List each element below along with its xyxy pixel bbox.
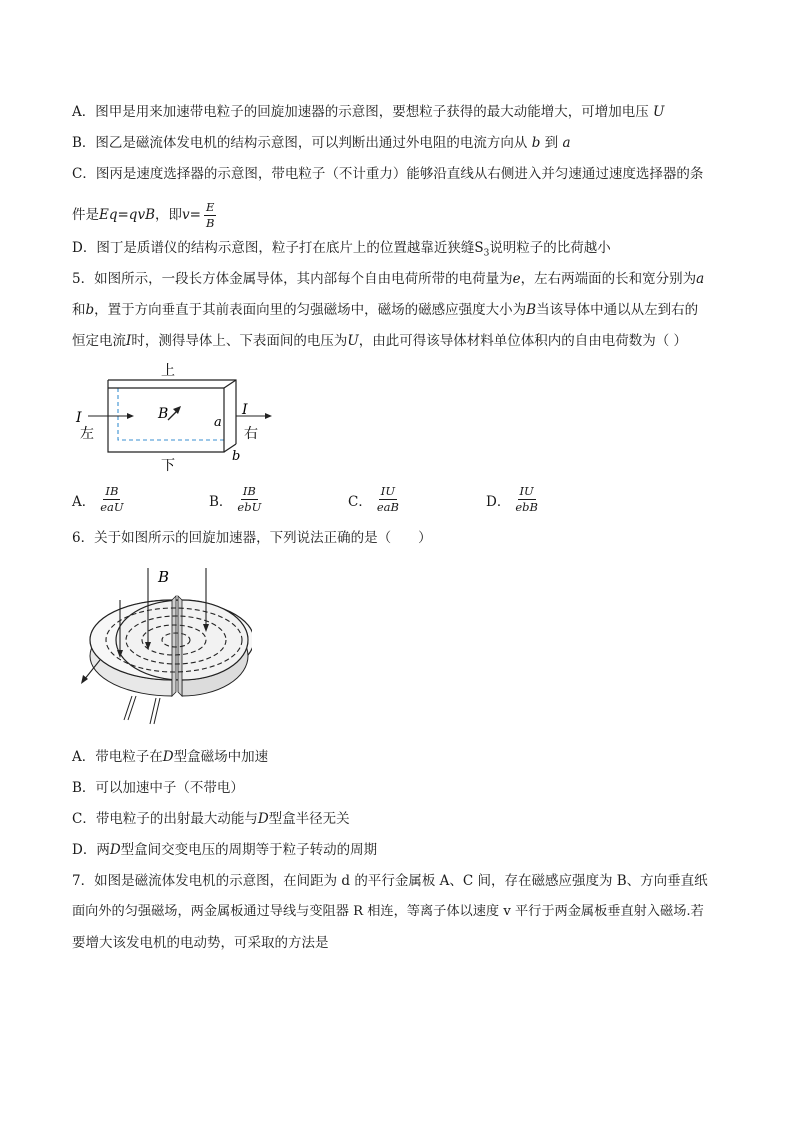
option-label: C． xyxy=(348,493,372,510)
q5-text: 5．如图所示，一段长方体金属导体，其内部每个自由电荷所带的电荷量为 xyxy=(72,271,513,287)
q7-stem-line1 xyxy=(72,871,708,891)
fraction-denominator: ebU xyxy=(237,500,262,514)
q5-text: 时，测得导体上、下表面间的电压为 xyxy=(131,333,348,349)
label-b-field: B xyxy=(158,406,169,422)
q4-option-c-line2 xyxy=(72,198,219,232)
q5-text: 和 xyxy=(72,302,86,318)
q6-option-b xyxy=(72,778,244,798)
q7-stem-line3 xyxy=(72,933,329,953)
q4-option-c-mid: ，即 xyxy=(155,207,182,223)
label-current-left: I xyxy=(76,410,82,426)
q7-stem-line2 xyxy=(72,902,704,922)
q4-option-c-text: C．图丙是速度选择器的示意图，带电粒子（不计重力）能够沿直线从右侧进入并匀速通过速度选择器的条 xyxy=(72,166,704,182)
q5-option-c xyxy=(348,485,404,514)
q5-stem-line2 xyxy=(72,300,698,320)
q5-conductor-figure xyxy=(72,360,282,475)
q5-option-b xyxy=(209,485,266,514)
block-back-edges xyxy=(108,380,236,444)
q5-stem-line1 xyxy=(72,269,704,289)
q4-option-b xyxy=(72,133,571,153)
q5-text: 恒定电流 xyxy=(72,333,126,349)
label-b: b xyxy=(232,449,241,464)
q4-option-b-mid: 到 xyxy=(544,135,559,151)
q4-option-c-line1 xyxy=(72,164,703,184)
q4-option-b-to: a xyxy=(562,135,571,151)
q6-stem xyxy=(72,528,432,548)
terminal-wire xyxy=(128,696,136,720)
q6-option-d xyxy=(72,840,377,860)
label-top: 上 xyxy=(161,363,175,379)
q5-var-I: I xyxy=(126,333,132,349)
q4-option-d-post: 说明粒子的比荷越小 xyxy=(489,240,611,256)
q5-var-a: a xyxy=(696,271,705,287)
q5-text: ，由此可得该导体材料单位体积内的自由电荷数为（ ） xyxy=(358,333,688,349)
q4-option-b-text: B．图乙是磁流体发电机的结构示意图，可以判断出通过外电阻的电流方向从 xyxy=(72,135,528,151)
q6-text: D．两 xyxy=(72,842,110,858)
option-label: A． xyxy=(72,493,96,510)
fraction-numerator: IB xyxy=(242,484,256,498)
q6-text: A．带电粒子在 xyxy=(72,749,163,765)
q4-option-c-cond-label: 件是 xyxy=(72,207,99,223)
q4-option-b-from: b xyxy=(531,135,541,151)
q6-var-D: D xyxy=(109,842,121,858)
arrow-head-icon xyxy=(265,413,272,419)
arrow-head-icon xyxy=(127,413,134,419)
q6-cyclotron-figure xyxy=(72,560,252,740)
q7-text: 7．如图是磁流体发电机的示意图，在间距为 d 的平行金属板 A、C 间，存在磁感应强度为 B、方向垂直纸 xyxy=(72,873,708,889)
q4-option-a-var: U xyxy=(653,104,665,120)
fraction-numerator: E xyxy=(205,200,215,214)
label-left: 左 xyxy=(80,426,94,442)
q4-option-d-slit-sub: 3 xyxy=(483,248,490,259)
q6-var-D: D xyxy=(257,811,269,827)
q4-option-a-text: A．图甲是用来加速带电粒子的回旋加速器的示意图，要想粒子获得的最大动能增大，可增加电压 xyxy=(72,104,649,120)
label-right: 右 xyxy=(244,426,258,442)
fraction-numerator: IB xyxy=(105,484,119,498)
q7-text: 面向外的匀强磁场，两金属板通过导线与变阻器 R 相连，等离子体以速度 v 平行于两金属板垂直射入磁场.若 xyxy=(72,904,704,919)
q6-var-D: D xyxy=(162,749,174,765)
terminal-wire xyxy=(124,696,132,720)
label-b-field: B xyxy=(158,568,170,586)
q5-var-b: b xyxy=(85,302,95,318)
option-fraction xyxy=(98,485,125,514)
q5-var-B: B xyxy=(526,302,537,318)
q4-option-a xyxy=(72,102,664,122)
q5-text: ，置于方向垂直于其前表面向里的匀强磁场中，磁场的磁感应强度大小为 xyxy=(94,302,527,318)
q6-text: 6．关于如图所示的回旋加速器，下列说法正确的是（ ） xyxy=(72,530,432,546)
fraction-denominator: eaB xyxy=(376,500,399,514)
q5-var-e: e xyxy=(512,271,521,287)
option-label: D． xyxy=(486,493,511,510)
q6-text: C．带电粒子的出射最大动能与 xyxy=(72,811,258,827)
fraction-numerator: IU xyxy=(380,484,396,498)
option-fraction xyxy=(375,485,401,514)
label-a: a xyxy=(214,415,222,430)
q4-option-d-slit: S xyxy=(474,240,484,256)
q6-option-a xyxy=(72,747,268,767)
fraction-denominator: eaU xyxy=(100,500,124,514)
gap-plate xyxy=(172,596,176,696)
q7-text: 要增大该发电机的电动势，可采取的方法是 xyxy=(72,935,329,951)
q4-option-c-fraction xyxy=(204,201,216,230)
block-top-right-edge xyxy=(224,380,236,388)
q5-stem-line3 xyxy=(72,331,687,351)
q5-text: 当该导体中通以从左到右的 xyxy=(536,302,699,318)
q6-text: 型盒间交变电压的周期等于粒子转动的周期 xyxy=(120,842,378,858)
block-hidden-edges xyxy=(118,388,224,440)
q5-option-d xyxy=(486,485,543,514)
fraction-denominator: ebB xyxy=(515,500,538,514)
label-current-right: I xyxy=(242,402,248,418)
q4-option-d xyxy=(72,238,611,264)
q4-option-d-text: D．图丁是质谱仪的结构示意图，粒子打在底片上的位置越靠近狭缝 xyxy=(72,240,475,256)
option-fraction xyxy=(513,485,540,514)
option-label: B． xyxy=(209,493,233,510)
q5-var-U: U xyxy=(347,333,359,349)
option-fraction xyxy=(235,485,263,514)
fraction-denominator: B xyxy=(205,216,215,230)
q5-text: ，左右两端面的长和宽分别为 xyxy=(520,271,697,287)
arrow-head-icon xyxy=(173,406,181,414)
q6-text: 型盒磁场中加速 xyxy=(173,749,269,765)
q6-option-c xyxy=(72,809,350,829)
q4-option-c-v: v xyxy=(182,207,190,223)
q6-text: B．可以加速中子（不带电） xyxy=(72,780,244,796)
q6-text: 型盒半径无关 xyxy=(268,811,350,827)
fraction-numerator: IU xyxy=(519,484,534,498)
q5-option-a xyxy=(72,485,129,514)
q4-option-c-equation: Eq=qvB xyxy=(99,207,155,223)
label-bottom: 下 xyxy=(161,458,175,474)
q4-option-c-equals: = xyxy=(189,207,201,223)
